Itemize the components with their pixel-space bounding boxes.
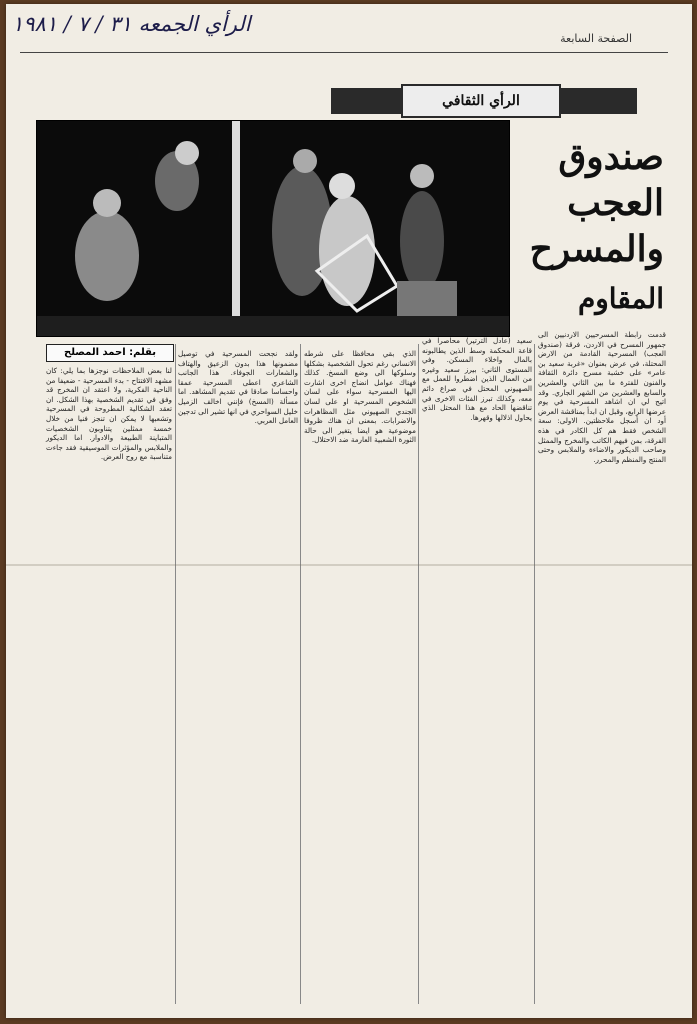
newspaper-page <box>6 4 692 1018</box>
headline-line-4: المقاوم <box>577 282 664 315</box>
headline-line-2: العجب <box>567 182 664 224</box>
article-column-3 <box>304 349 416 445</box>
section-label: الرأي الثقافي <box>401 84 561 118</box>
headline <box>514 134 664 322</box>
theatre-photo <box>36 120 510 337</box>
column-rule <box>534 344 535 1004</box>
column-text: لنا بعض الملاحظات نوجزها بما يلي: كان مشهد الافتتاح - بدء المسرحية - ضعيفا من الناحية الفكرية، ولا اعتقد ان المخرج قد وفق في تقديم الشخصية بهذا الشكل. ان تعقد الشكالية المطروحة في المسرحية وتشعبها لا يمكن ان تنجز فنيا من خلال خمسة ممثلين يتناوبون الشخصيات المتباينة الطبيعة والادوار. اما الديكور والملابس والمؤثرات الموسيقية فقد جاءت متناسبة مع روح العرض. <box>46 366 172 462</box>
column-text: قدمت رابطة المسرحيين الاردنيين الى جمهور المسرح في الاردن، فرقة (صندوق العجب) المسرحية القادمة من الارض المحتلة، في عرض بعنوان «غربة سعيد بن عامر» على خشبة مسرح دائرة الثقافة والفنون للفترة ما بين الثاني والعشرين والسابع والعشرين من الشهر الجاري. وقد اتيح لي ان اشاهد المسرحية في يوم عرضها الرابع، وقبل ان ابدأ بمناقشة العرض أود ان أسجل ملاحظتين. الاولى: سعة الشخص فقط هم كل الكادر في هذه الفرقة، بمن فيهم الكاتب والمخرج والممثل وصاحب الديكور والاضاءة والملابس وحتى المنتج والمنظم والمحرر. <box>538 330 666 464</box>
article-column-1 <box>538 330 666 464</box>
stage-photo-graphic <box>37 121 509 336</box>
page-label: الصفحة السابعة <box>560 32 632 45</box>
article-column-5 <box>46 366 172 462</box>
article-column-4 <box>178 349 298 426</box>
column-rule <box>300 344 301 1004</box>
article-column-2 <box>422 336 532 422</box>
column-text: سعيد (عادل الترتير) محاصرا في قاعة المحكمة وسط الذين يطالبونه بالمال واخلاء المسكن. وفي المستوى الثاني: بيرز سعيد وغيره من العمال الذين اضطروا للعمل مع الصهيوني المحتل في صراع دائم معه، وكذلك تبرز الفئات الاخرى في تناقضها الحاد مع هذا المحتل الذي يحاول اذلالها وقهرها. <box>422 336 532 422</box>
column-rule <box>418 344 419 1004</box>
column-text: الذي بقي محافظا على شرطه الانساني رغم تحول الشخصية بشكلها وسلوكها الى وضع المسخ. كذلك فهناك عوامل انضاج اخرى اشارت اليها المسرحية سواء على لسان الشخوص المسرحية او على لسان الجندي الصهيوني مثل المظاهرات والاضرابات. بمعنى ان هناك ظروفا موضوعية هو ايضا يتغير الى حالة الثورة الشعبية العارمة ضد الاحتلال. <box>304 349 416 445</box>
handwritten-date: الرأي الجمعه ٣١ / ٧ / ١٩٨١ <box>12 12 251 36</box>
column-text: ولقد نجحت المسرحية في توصيل مضمونها هذا بدون الزعيق والهتاف والشعارات الجوفاء. هذا الجانب الشاعري اعطى المسرحية عمقا واحساسا صادقا في تقديم المشاهد. اما مسألة (المسخ) فإنني اخالف الزميل خليل السواحري في انها تشير الى تدجين العامل العربي. <box>178 349 298 426</box>
headline-line-3: والمسرح <box>529 228 664 270</box>
column-rule <box>175 344 176 1004</box>
byline: بقلم: احمد المصلح <box>46 344 174 362</box>
headline-line-1: صندوق <box>558 136 664 178</box>
header-rule <box>20 52 668 53</box>
paper-fold <box>6 564 692 566</box>
